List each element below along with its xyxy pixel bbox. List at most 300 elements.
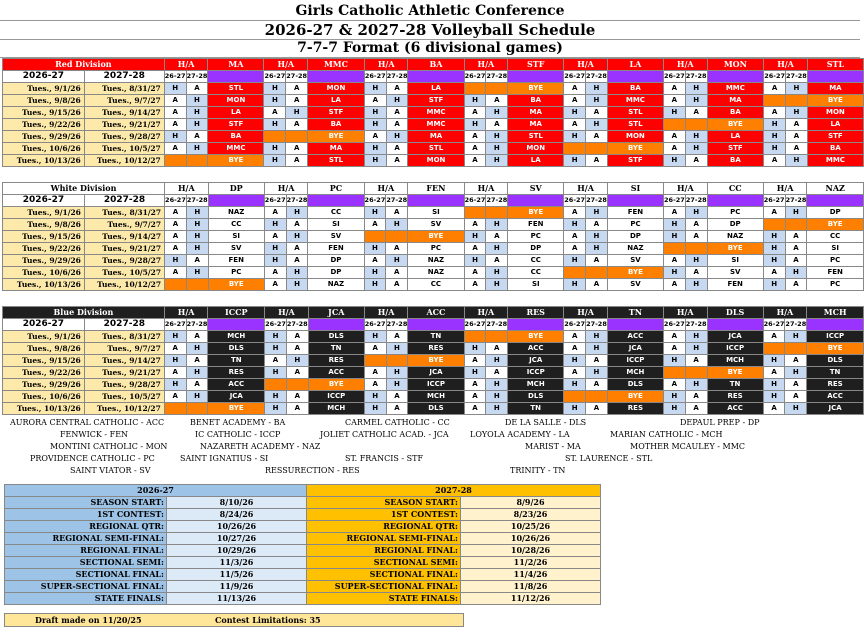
purple-spacer [208, 71, 264, 83]
opponent-cell: STL [607, 119, 663, 131]
purple-spacer [308, 195, 364, 207]
team-header: STF [508, 59, 564, 71]
ha-27: A [586, 107, 608, 119]
purple-spacer [707, 195, 763, 207]
schedule-row [3, 331, 864, 343]
season-27-28: 27-28 [286, 71, 308, 83]
ha-26: H [264, 255, 286, 267]
ha-header: H/A [164, 59, 208, 71]
ha-26: A [464, 355, 486, 367]
opponent-cell: PC [508, 231, 564, 243]
season-26-27: 26-27 [364, 195, 386, 207]
ha-26: H [165, 255, 187, 267]
opponent-cell: BA [208, 131, 264, 143]
schedule-row [3, 355, 864, 367]
ha-27: A [386, 403, 408, 415]
ha-27: H [486, 403, 508, 415]
opponent-cell: STL [308, 155, 365, 167]
ha-26: A [364, 367, 386, 379]
ha-27: A [186, 379, 208, 391]
season-26-27: 26-27 [564, 319, 586, 331]
opponent-cell: STL [208, 83, 264, 95]
ha-27: H [685, 143, 707, 155]
season-label: STATE FINALS: [307, 593, 461, 605]
date-2026: Tues., 9/29/26 [3, 131, 85, 143]
opponent-cell: SI [208, 231, 264, 243]
date-2026: Tues., 9/8/26 [3, 95, 85, 107]
ha-27 [186, 279, 208, 291]
ha-26: H [564, 255, 586, 267]
date-2026: Tues., 9/1/26 [3, 331, 85, 343]
ha-27: H [586, 331, 608, 343]
season-label: REGIONAL FINAL: [5, 545, 167, 557]
ha-27: H [486, 267, 508, 279]
ha-26: A [763, 207, 785, 219]
ha-header: H/A [364, 59, 408, 71]
ha-27: H [486, 355, 508, 367]
purple-spacer [408, 71, 464, 83]
ha-26: H [464, 95, 486, 107]
ha-26 [764, 95, 786, 107]
season-dates-table [4, 484, 601, 605]
ha-26: A [664, 255, 686, 267]
ha-27: H [286, 207, 308, 219]
opponent-cell: BYE [607, 391, 663, 403]
season-date-2027: 8/23/26 [461, 509, 601, 521]
ha-26: H [763, 391, 785, 403]
season-26-27: 26-27 [763, 195, 785, 207]
season-27-28: 27-28 [586, 195, 608, 207]
ha-27: H [685, 95, 707, 107]
date-2027: Tues., 9/28/27 [84, 379, 164, 391]
opponent-cell: MON [408, 155, 464, 167]
opponent-cell: BA [308, 119, 365, 131]
date-2027: Tues., 9/7/27 [84, 219, 164, 231]
opponent-cell: BA [707, 107, 764, 119]
opponent-cell: MON [508, 143, 564, 155]
ha-header: H/A [265, 307, 309, 319]
season-date-2027: 11/4/26 [461, 569, 601, 581]
ha-27: H [586, 119, 608, 131]
ha-26 [564, 391, 586, 403]
opponent-cell: DLS [607, 379, 663, 391]
purple-spacer [408, 195, 465, 207]
ha-26: A [564, 83, 586, 95]
opponent-cell: MA [707, 95, 764, 107]
title-schedule: 2026-27 & 2027-28 Volleyball Schedule [0, 21, 860, 40]
opponent-cell: RES [707, 391, 763, 403]
ha-26: H [564, 219, 586, 231]
ha-26: A [664, 279, 686, 291]
ha-27: H [586, 343, 608, 355]
ha-26: A [763, 403, 785, 415]
ha-26: H [663, 391, 685, 403]
ha-26: H [763, 379, 785, 391]
ha-26: H [264, 119, 286, 131]
purple-spacer [707, 71, 764, 83]
ha-27: A [386, 107, 408, 119]
school-key-item: PROVIDENCE CATHOLIC - PC [30, 454, 155, 463]
ha-header: H/A [364, 183, 408, 195]
opponent-cell: DP [607, 231, 663, 243]
ha-26: H [364, 107, 386, 119]
opponent-cell: BYE [707, 243, 763, 255]
ha-27: A [286, 155, 308, 167]
season-26-27: 26-27 [464, 71, 486, 83]
schedule-row [3, 83, 864, 95]
opponent-cell: PC [607, 219, 663, 231]
ha-26: H [364, 83, 386, 95]
opponent-cell: PC [807, 255, 864, 267]
ha-26: H [164, 331, 186, 343]
purple-spacer [508, 71, 564, 83]
season-date-2026: 11/3/26 [167, 557, 307, 569]
ha-26: H [763, 255, 785, 267]
ha-27: H [685, 131, 707, 143]
date-2027: Tues., 9/28/27 [84, 255, 164, 267]
ha-27: H [586, 231, 608, 243]
ha-27: H [685, 379, 707, 391]
opponent-cell: DLS [208, 343, 265, 355]
ha-26: A [265, 355, 287, 367]
opponent-cell: BYE [807, 343, 864, 355]
ha-26: H [663, 403, 685, 415]
season-26-27: 26-27 [164, 71, 186, 83]
opponent-cell: BYE [607, 143, 663, 155]
ha-27 [586, 267, 608, 279]
ha-27 [785, 219, 807, 231]
opponent-cell: CC [208, 219, 264, 231]
opponent-cell: DLS [308, 331, 364, 343]
ha-27: H [386, 95, 408, 107]
schedule-row [3, 231, 864, 243]
ha-26: A [164, 367, 186, 379]
ha-26: H [164, 379, 186, 391]
ha-26 [564, 267, 586, 279]
season-date-2026: 11/13/26 [167, 593, 307, 605]
schedule-row [3, 95, 864, 107]
ha-26: A [564, 207, 586, 219]
ha-26: A [464, 391, 486, 403]
ha-26: A [464, 219, 486, 231]
opponent-cell: DP [707, 219, 763, 231]
ha-27: A [786, 143, 808, 155]
opponent-cell: CC [508, 267, 564, 279]
opponent-cell: BYE [707, 367, 763, 379]
opponent-cell: MA [508, 107, 564, 119]
opponent-cell: BYE [807, 219, 864, 231]
opponent-cell: DLS [508, 391, 564, 403]
opponent-cell: MA [807, 83, 863, 95]
season-26-27: 26-27 [564, 195, 586, 207]
ha-26 [364, 355, 386, 367]
ha-26: A [364, 255, 386, 267]
ha-26: A [165, 207, 187, 219]
date-2027: Tues., 8/31/27 [84, 207, 164, 219]
ha-26: H [164, 355, 186, 367]
season-27-28: 27-28 [386, 195, 408, 207]
opponent-cell: SV [607, 279, 663, 291]
ha-26: H [265, 403, 287, 415]
ha-header: H/A [364, 307, 408, 319]
opponent-cell: FEN [607, 207, 663, 219]
opponent-cell: RES [308, 355, 364, 367]
ha-27: H [186, 207, 208, 219]
ha-26 [265, 379, 287, 391]
opponent-cell: BYE [208, 403, 265, 415]
ha-header: H/A [464, 307, 508, 319]
date-2026: Tues., 9/15/26 [3, 231, 85, 243]
ha-27: H [186, 107, 208, 119]
schedule-row [3, 207, 864, 219]
ha-26: H [164, 131, 186, 143]
opponent-cell: SV [607, 255, 663, 267]
ha-26: H [464, 119, 486, 131]
opponent-cell: DP [807, 207, 864, 219]
opponent-cell: MA [308, 143, 365, 155]
ha-26 [663, 119, 685, 131]
opponent-cell: JCA [508, 355, 564, 367]
ha-26: H [763, 355, 785, 367]
ha-27: H [785, 207, 807, 219]
ha-27: H [486, 143, 508, 155]
opponent-cell: ACC [807, 391, 864, 403]
team-header: RES [508, 307, 564, 319]
ha-27 [386, 355, 408, 367]
ha-26: H [265, 367, 287, 379]
ha-26: H [764, 143, 786, 155]
ha-26: A [464, 155, 486, 167]
opponent-cell: MCH [607, 367, 663, 379]
opponent-cell: BYE [408, 231, 465, 243]
ha-26: H [364, 207, 386, 219]
school-key-item: MONTINI CATHOLIC - MON [50, 442, 168, 451]
date-2027: Tues., 10/5/27 [84, 267, 164, 279]
season-26-27: 26-27 [464, 319, 486, 331]
ha-27: A [486, 343, 508, 355]
season-label: STATE FINALS: [5, 593, 167, 605]
season-label: REGIONAL SEMI-FINAL: [5, 533, 167, 545]
season-27-28: 27-28 [186, 195, 208, 207]
season-header-2027-28: 2027-28 [307, 485, 601, 497]
opponent-cell: MON [807, 107, 863, 119]
ha-27: H [486, 391, 508, 403]
ha-26: A [564, 231, 586, 243]
ha-26 [164, 403, 186, 415]
purple-spacer [308, 319, 364, 331]
opponent-cell: MCH [208, 331, 265, 343]
ha-27: H [586, 207, 608, 219]
ha-27: A [586, 279, 608, 291]
ha-27: A [386, 279, 408, 291]
ha-27: A [286, 243, 308, 255]
ha-27: A [486, 119, 508, 131]
opponent-cell: DLS [807, 355, 864, 367]
opponent-cell: MCH [408, 391, 464, 403]
date-2027: Tues., 10/5/27 [84, 143, 164, 155]
opponent-cell: MMC [707, 83, 764, 95]
opponent-cell: ACC [707, 403, 763, 415]
opponent-cell: BA [707, 155, 764, 167]
opponent-cell: ACC [508, 343, 564, 355]
season-label: SEASON START: [5, 497, 167, 509]
date-2026: Tues., 9/1/26 [3, 207, 85, 219]
season-27-28: 27-28 [685, 319, 707, 331]
ha-26: H [464, 367, 486, 379]
opponent-cell: ICCP [508, 367, 564, 379]
ha-27: A [685, 267, 707, 279]
ha-27: A [586, 255, 608, 267]
ha-26: H [364, 403, 386, 415]
ha-27 [786, 95, 808, 107]
date-2026: Tues., 10/6/26 [3, 143, 85, 155]
opponent-cell: ICCP [607, 355, 663, 367]
ha-26 [763, 343, 785, 355]
ha-header: H/A [564, 59, 608, 71]
purple-spacer [807, 195, 864, 207]
ha-26: H [364, 119, 386, 131]
ha-26: H [265, 343, 287, 355]
ha-26: H [564, 379, 586, 391]
season-label: SECTIONAL SEMI: [307, 557, 461, 569]
purple-spacer [807, 71, 863, 83]
opponent-cell: BYE [208, 155, 264, 167]
season-date-2026: 11/5/26 [167, 569, 307, 581]
ha-27: A [386, 119, 408, 131]
ha-27: A [786, 119, 808, 131]
team-header: TN [607, 307, 663, 319]
ha-27: H [186, 391, 208, 403]
ha-26: A [165, 267, 187, 279]
season-label: SECTIONAL FINAL: [5, 569, 167, 581]
opponent-cell: CC [308, 207, 364, 219]
ha-header: H/A [664, 183, 708, 195]
ha-27: H [486, 131, 508, 143]
date-2027: Tues., 10/12/27 [84, 403, 164, 415]
ha-header: H/A [663, 307, 707, 319]
team-header: MA [208, 59, 264, 71]
school-key-item: RESSURECTION - RES [265, 466, 360, 475]
season-27-28: 27-28 [386, 319, 408, 331]
ha-26 [464, 83, 486, 95]
season-label: REGIONAL SEMI-FINAL: [307, 533, 461, 545]
ha-27 [386, 231, 408, 243]
opponent-cell: ICCP [408, 379, 464, 391]
season-date-2027: 10/28/26 [461, 545, 601, 557]
ha-27: A [186, 331, 208, 343]
ha-27: H [486, 219, 508, 231]
ha-27: H [586, 367, 608, 379]
team-header: MON [707, 59, 764, 71]
ha-26: H [264, 83, 286, 95]
season-date-2026: 10/29/26 [167, 545, 307, 557]
opponent-cell: SV [208, 243, 264, 255]
ha-26: H [364, 331, 386, 343]
schedule-row [3, 391, 864, 403]
ha-26: H [664, 231, 686, 243]
ha-27: A [685, 403, 707, 415]
opponent-cell: CC [408, 279, 465, 291]
opponent-cell: FEN [807, 267, 864, 279]
ha-27: H [486, 155, 508, 167]
opponent-cell: DP [308, 267, 364, 279]
ha-27: H [186, 119, 208, 131]
ha-27: A [386, 331, 408, 343]
date-2026: Tues., 10/6/26 [3, 267, 85, 279]
ha-27: H [186, 343, 208, 355]
year-2026-27: 2026-27 [3, 195, 85, 207]
opponent-cell: SI [807, 243, 864, 255]
school-key-item: SAINT IGNATIUS - SI [180, 454, 269, 463]
date-2026: Tues., 9/8/26 [3, 219, 85, 231]
opponent-cell: NAZ [707, 231, 763, 243]
ha-header: H/A [464, 183, 508, 195]
opponent-cell: JCA [607, 343, 663, 355]
ha-26: H [464, 255, 486, 267]
ha-26: A [364, 95, 386, 107]
ha-27: A [286, 403, 308, 415]
ha-27: A [286, 255, 308, 267]
opponent-cell: BA [508, 95, 564, 107]
opponent-cell: PC [208, 267, 264, 279]
date-2027: Tues., 10/12/27 [84, 279, 164, 291]
team-header: JCA [308, 307, 364, 319]
season-label: REGIONAL FINAL: [307, 545, 461, 557]
ha-27: A [785, 391, 807, 403]
ha-26: A [663, 143, 685, 155]
ha-27: A [785, 243, 807, 255]
ha-27: A [685, 231, 707, 243]
ha-26: A [663, 343, 685, 355]
ha-26: A [764, 155, 786, 167]
season-27-28: 27-28 [586, 71, 608, 83]
ha-26: A [464, 379, 486, 391]
opponent-cell: STF [607, 155, 663, 167]
opponent-cell: ICCP [807, 331, 864, 343]
school-key-item: ST. FRANCIS - STF [345, 454, 423, 463]
opponent-cell: BYE [508, 331, 564, 343]
ha-27 [685, 367, 707, 379]
ha-27: A [186, 131, 208, 143]
ha-26: H [663, 107, 685, 119]
date-2026: Tues., 10/13/26 [3, 279, 85, 291]
ha-26: A [164, 119, 186, 131]
ha-26: A [164, 343, 186, 355]
ha-header: H/A [165, 183, 209, 195]
season-label: SECTIONAL SEMI: [5, 557, 167, 569]
ha-27: H [486, 107, 508, 119]
season-27-28: 27-28 [486, 319, 508, 331]
purple-spacer [508, 195, 564, 207]
date-2027: Tues., 9/7/27 [84, 95, 164, 107]
ha-27 [685, 243, 707, 255]
school-key-item: BENET ACADEMY - BA [190, 418, 286, 427]
school-key-item: MOTHER MCAULEY - MMC [630, 442, 746, 451]
ha-26: H [264, 243, 286, 255]
ha-27: A [386, 83, 408, 95]
ha-27 [685, 119, 707, 131]
season-26-27: 26-27 [364, 319, 386, 331]
team-header: PC [308, 183, 364, 195]
season-date-2026: 8/10/26 [167, 497, 307, 509]
opponent-cell: PC [707, 207, 763, 219]
ha-26: A [564, 119, 586, 131]
season-label: REGIONAL QTR: [307, 521, 461, 533]
opponent-cell: PC [807, 279, 864, 291]
ha-27 [486, 207, 508, 219]
ha-27: A [586, 131, 608, 143]
year-2027-28: 2027-28 [84, 319, 164, 331]
